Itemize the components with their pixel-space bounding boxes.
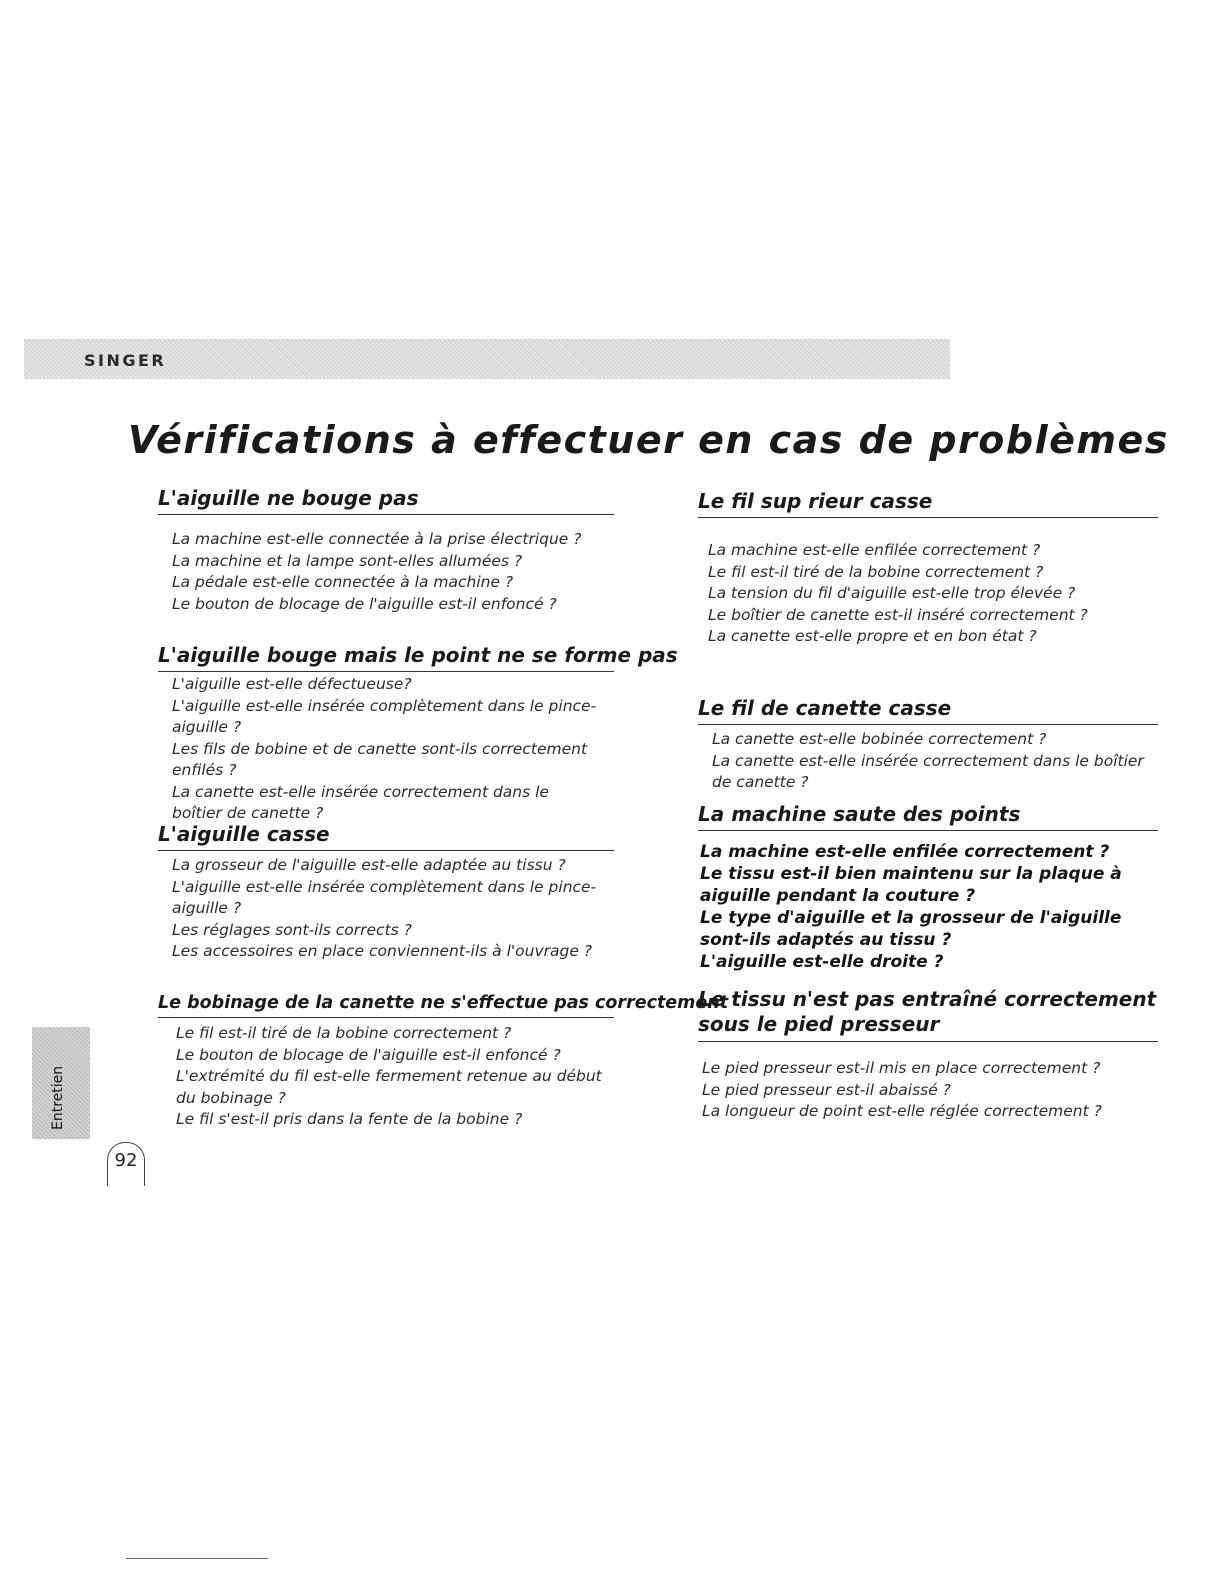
- checklist-item: La tension du fil d'aiguille est-elle trop élevée ?: [708, 584, 1076, 602]
- checklist: [158, 1023, 614, 1131]
- checklist-item: L'extrémité du fil est-elle fermement retenue au début du bobinage ?: [176, 1067, 602, 1107]
- checklist: [698, 841, 1158, 973]
- page-title: Vérifications à effectuer en cas de problèmes: [128, 418, 1169, 462]
- checklist-item: Le type d'aiguille et la grosseur de l'aiguille sont-ils adaptés au tissu ?: [700, 908, 1122, 950]
- checklist-item: La machine et la lampe sont-elles allumées ?: [172, 551, 523, 570]
- checklist-item: Le bouton de blocage de l'aiguille est-il enfoncé ?: [176, 1045, 561, 1064]
- checklist-item: Le fil s'est-il pris dans la fente de la bobine ?: [176, 1110, 523, 1128]
- checklist-item: Le pied presseur est-il abaissé ?: [702, 1080, 951, 1099]
- checklist-item: La canette est-elle insérée correctement dans le boîtier de canette ?: [712, 751, 1144, 791]
- checklist-item: La longueur de point est-elle réglée correctement ?: [702, 1102, 1102, 1120]
- checklist: [158, 523, 614, 615]
- checklist: [158, 855, 614, 963]
- section-upper-thread-breaks: [698, 489, 1158, 648]
- side-tab-label: Entretien: [50, 1065, 66, 1130]
- checklist-item: La grosseur de l'aiguille est-elle adaptée au tissu ?: [172, 856, 566, 874]
- checklist-item: La canette est-elle insérée correctement dans le boîtier de canette ?: [172, 782, 549, 822]
- checklist-item: L'aiguille est-elle insérée complètement dans le pince-aiguille ?: [172, 696, 597, 736]
- checklist-item: Le fil est-il tiré de la bobine correctement ?: [708, 562, 1044, 581]
- section-heading: Le fil de canette casse: [698, 696, 1158, 725]
- bottom-rule: [126, 1558, 268, 1559]
- checklist: [698, 540, 1158, 648]
- checklist-item: L'aiguille est-elle droite ?: [700, 952, 944, 972]
- section-heading: Le fil sup rieur casse: [698, 489, 1158, 518]
- page-number: 92: [107, 1142, 145, 1186]
- section-skipped-stitches: [698, 802, 1158, 973]
- checklist-item: Les accessoires en place conviennent-ils à l'ouvrage ?: [172, 942, 593, 960]
- section-needle-breaks: [158, 822, 614, 963]
- checklist-item: La canette est-elle propre et en bon état ?: [708, 627, 1037, 645]
- checklist: [698, 1058, 1158, 1123]
- checklist-item: Les réglages sont-ils corrects ?: [172, 920, 412, 939]
- checklist-item: Le boîtier de canette est-il inséré correctement ?: [708, 605, 1088, 624]
- section-no-stitch: [158, 643, 678, 825]
- checklist-item: La machine est-elle enfilée correctement ?: [708, 541, 1041, 559]
- checklist: [158, 674, 614, 825]
- checklist-item: Le tissu est-il bien maintenu sur la plaque à aiguille pendant la couture ?: [700, 864, 1122, 906]
- section-bobbin-winding: [158, 993, 729, 1131]
- checklist-item: Le pied presseur est-il mis en place correctement ?: [702, 1059, 1101, 1077]
- section-heading: L'aiguille ne bouge pas: [158, 486, 614, 515]
- section-heading: Le tissu n'est pas entraîné correctement sous le pied presseur: [698, 987, 1158, 1042]
- checklist-item: La machine est-elle connectée à la prise électrique ?: [172, 530, 582, 548]
- section-heading: L'aiguille bouge mais le point ne se forme pas: [158, 643, 614, 672]
- section-bobbin-thread-breaks: [698, 696, 1158, 794]
- section-heading: La machine saute des points: [698, 802, 1158, 831]
- checklist-item: Le fil est-il tiré de la bobine correctement ?: [176, 1024, 512, 1042]
- section-heading: L'aiguille casse: [158, 822, 614, 851]
- checklist: [698, 729, 1158, 794]
- checklist-item: Les fils de bobine et de canette sont-ils correctement enfilés ?: [172, 739, 588, 779]
- checklist-item: La canette est-elle bobinée correctement ?: [712, 730, 1047, 748]
- checklist-item: Le bouton de blocage de l'aiguille est-il enfoncé ?: [172, 594, 557, 613]
- checklist-item: La pédale est-elle connectée à la machine ?: [172, 573, 514, 591]
- section-heading: Le bobinage de la canette ne s'effectue pas correctement: [158, 993, 614, 1018]
- checklist-item: L'aiguille est-elle insérée complètement dans le pince-aiguille ?: [172, 877, 597, 917]
- brand-logo: SINGER: [84, 351, 167, 370]
- section-needle-not-moving: [158, 486, 614, 615]
- section-fabric-not-feeding: [698, 987, 1158, 1123]
- checklist-item: L'aiguille est-elle défectueuse?: [172, 675, 412, 693]
- checklist-item: La machine est-elle enfilée correctement ?: [700, 842, 1110, 862]
